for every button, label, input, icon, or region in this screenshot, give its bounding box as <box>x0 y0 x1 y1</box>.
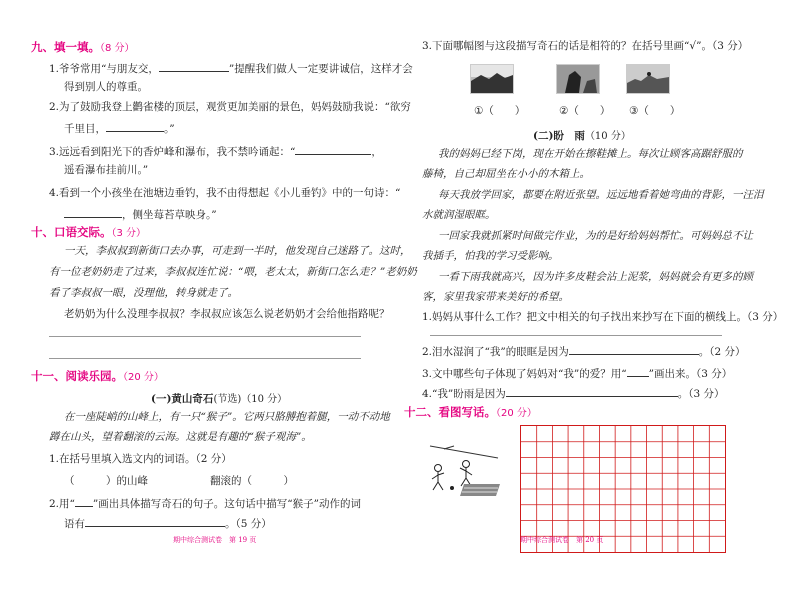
answer-blank[interactable] <box>295 143 371 155</box>
q11-2-line1: 2.用“ ”画出具体描写奇石的句子。这句话中描写“猴子”动作的词 <box>49 495 361 511</box>
q9-2-line2: 千里目， 。” <box>64 120 175 136</box>
passage-2-p4-line1: 一看下雨我就高兴，因为许多皮鞋会沾上泥浆，妈妈就会有更多的顾 <box>438 271 753 283</box>
q9-4-line2: ，侧坐莓苔草映身。” <box>64 206 217 222</box>
reading-2-title: (二)盼 雨（10 分） <box>533 130 631 142</box>
right-page <box>400 0 800 599</box>
q9-4-line1: 4.看到一个小孩坐在池塘边垂钓，我不由得想起《小儿垂钓》中的一句诗：“ <box>49 187 401 199</box>
answer-blank[interactable] <box>64 206 122 218</box>
passage-2-p1-line1: 我的妈妈已经下岗，现在开始在擦鞋摊上。每次让顾客高踞舒服的 <box>438 148 743 160</box>
q4-question: 4.“我”盼雨是因为 。（3 分） <box>422 385 725 401</box>
passage-11-line2: 蹲在山头，望着翻滚的云海。这就是有趣的“猴子观海”。 <box>49 431 312 443</box>
section-10-heading: 十、口语交际。（3 分） <box>31 225 147 239</box>
passage-2-p3-line2: 我插手，怕我的学习受影响。 <box>422 250 559 262</box>
answer-line[interactable] <box>430 335 722 336</box>
option-3-bracket[interactable]: ③（ ） <box>629 105 681 117</box>
passage-2-p3-line1: 一回家我就抓紧时间做完作业，为的是好给妈妈帮忙。可妈妈总不让 <box>438 230 753 242</box>
option-3-image <box>626 64 670 94</box>
q3b-question: 3.文中哪些句子体现了妈妈对“我”的爱？用“ ”画出来。（3 分） <box>422 365 732 381</box>
passage-2-p2-line1: 每天我放学回家，都要在附近张望。远远地看着她弯曲的背影，一汪泪 <box>438 189 764 201</box>
answer-blank[interactable] <box>506 385 678 397</box>
picture-prompt <box>424 440 502 498</box>
rock-photo-icon <box>557 65 599 93</box>
q9-3-line1: 3.远远看到阳光下的香炉峰和瀑布，我不禁吟诵起：“ ， <box>49 143 382 159</box>
option-2-image <box>556 64 600 94</box>
option-2-bracket[interactable]: ②（ ） <box>559 105 611 117</box>
q11-1-blank-b[interactable]: 翻滚的（ ） <box>210 475 294 487</box>
passage-11-line1: 在一座陡峭的山峰上，有一只“猴子”。它两只胳膊抱着腿，一动不动地 <box>64 411 390 423</box>
underline-sample <box>627 365 649 377</box>
q9-1-line1: 1.爷爷常用“与朋友交， ”提醒我们做人一定要讲诚信，这样才会 <box>49 60 413 76</box>
answer-line[interactable] <box>49 358 361 359</box>
passage-10-line2: 有一位老奶奶走了过来，李叔叔连忙说：“喂，老太太，新街口怎么走？”老奶奶 <box>49 266 417 278</box>
answer-line[interactable] <box>49 336 361 337</box>
answer-blank[interactable] <box>106 120 164 132</box>
page-footer: 期中综合测试卷 第 19 页 <box>173 536 257 544</box>
q11-2-line2: 语有 。（5 分） <box>64 515 272 531</box>
underline-sample <box>75 495 93 507</box>
passage-2-p4-line2: 客，家里我家带来美好的希望。 <box>422 291 569 303</box>
kids-playing-illustration-icon <box>424 440 502 498</box>
q11-1-question: 1.在括号里填入选文内的词语。（2 分） <box>49 453 232 465</box>
section-9-heading: 九、填一填。（8 分） <box>31 40 135 54</box>
q11-1-blank-a[interactable]: （ ）的山峰 <box>64 475 148 487</box>
passage-2-p1-line2: 藤椅，自己却屈坐在小小的木箱上。 <box>422 168 590 180</box>
page-footer: 期中综合测试卷 第 20 页 <box>520 536 604 544</box>
passage-10-line3: 看了李叔叔一眼，没理他，转身就走了。 <box>49 287 238 299</box>
mountain-photo-icon <box>471 65 513 93</box>
q10-question: 老奶奶为什么没理李叔叔？李叔叔应该怎么说老奶奶才会给他指路呢？ <box>64 308 390 320</box>
section-11-heading: 十一、阅读乐园。（20 分） <box>31 369 164 383</box>
answer-blank[interactable] <box>159 60 229 72</box>
reading-1-title: (一)黄山奇石(节选)（10 分） <box>151 393 288 405</box>
section-12-heading: 十二、看图写话。（20 分） <box>404 405 537 419</box>
q9-1-line2: 得到别人的尊重。 <box>64 81 148 93</box>
q1-question: 1.妈妈从事什么工作？把文中相关的句子找出来抄写在下面的横线上。（3 分） <box>422 311 784 323</box>
q2-question: 2.泪水湿润了“我”的眼眶是因为 。（2 分） <box>422 343 746 359</box>
writing-grid[interactable] <box>520 425 726 553</box>
q9-3-line2: 遥看瀑布挂前川。” <box>64 164 149 176</box>
option-1-bracket[interactable]: ①（ ） <box>474 105 526 117</box>
passage-10-line1: 一天，李叔叔到新街口去办事，可走到一半时，他发现自己迷路了。这时， <box>64 245 411 257</box>
option-1-image <box>470 64 514 94</box>
answer-blank[interactable] <box>85 515 225 527</box>
writing-grid-lines <box>521 426 725 552</box>
q9-2-line1: 2.为了鼓励我登上鹳雀楼的顶层，观赏更加美丽的景色，妈妈鼓励我说：“欲穷 <box>49 101 411 113</box>
q3-question: 3.下面哪幅图与这段描写奇石的话是相符的？在括号里画“√”。（3 分） <box>422 40 749 52</box>
cliff-photo-icon <box>627 65 669 93</box>
passage-2-p2-line2: 水就润湿眼眶。 <box>422 209 496 221</box>
answer-blank[interactable] <box>569 343 699 355</box>
